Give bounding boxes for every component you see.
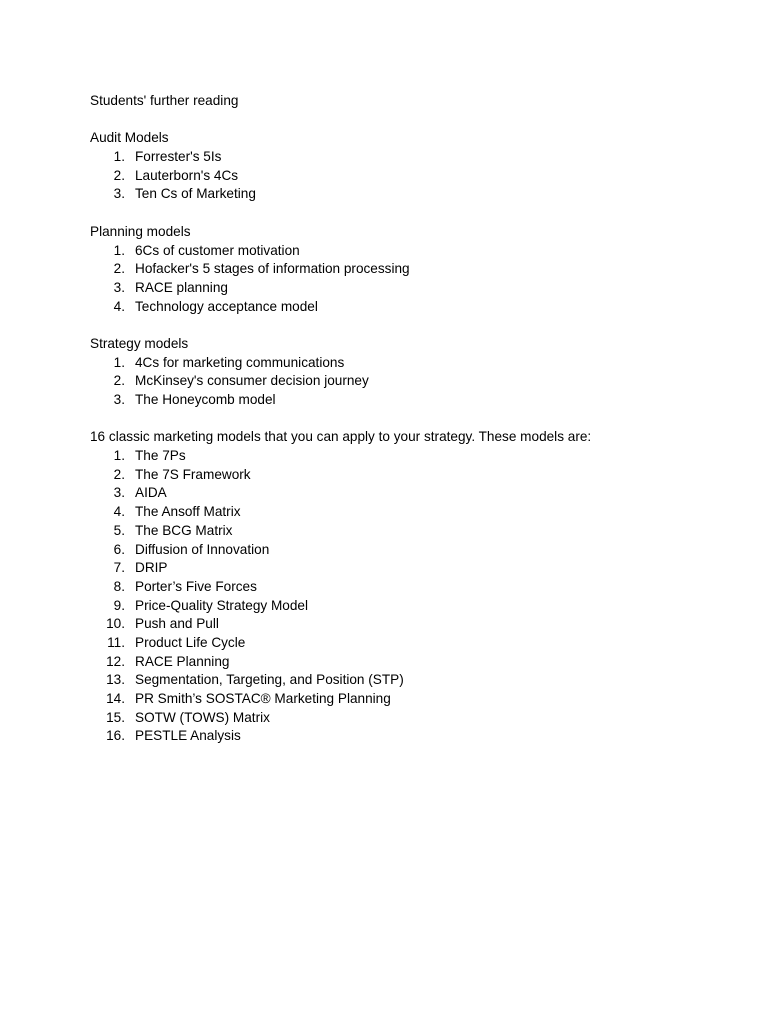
list-item bbox=[90, 260, 730, 279]
list-item bbox=[90, 167, 730, 186]
list-number: 11. bbox=[107, 634, 125, 650]
list-item bbox=[90, 653, 730, 672]
list-number: 1. bbox=[113, 448, 125, 464]
list-text: Lauterborn's 4Cs bbox=[135, 167, 239, 183]
section-heading: Strategy models bbox=[90, 335, 189, 351]
list-text: Ten Cs of Marketing bbox=[135, 186, 256, 202]
document-page bbox=[90, 92, 730, 746]
list-number: 3. bbox=[113, 279, 125, 295]
document-title: Students' further reading bbox=[90, 93, 239, 108]
list-text: The Honeycomb model bbox=[135, 392, 276, 407]
list-text: PESTLE Analysis bbox=[135, 728, 241, 744]
list-text: McKinsey's consumer decision journey bbox=[135, 373, 369, 389]
list-number: 2. bbox=[113, 466, 125, 482]
spacer bbox=[90, 410, 730, 429]
list-text: The 7S Framework bbox=[135, 466, 251, 482]
list-text: RACE Planning bbox=[135, 653, 230, 669]
list-text: Technology acceptance model bbox=[135, 298, 318, 314]
list-item bbox=[90, 597, 730, 616]
list-number: 4. bbox=[113, 504, 125, 520]
list-item bbox=[90, 522, 730, 541]
list-item bbox=[90, 484, 730, 503]
list-text: Forrester's 5Is bbox=[135, 149, 222, 165]
list-item bbox=[90, 727, 730, 746]
spacer bbox=[90, 316, 730, 335]
list-text: 6Cs of customer motivation bbox=[135, 242, 300, 258]
list-text: Diffusion of Innovation bbox=[135, 541, 270, 557]
list-item bbox=[90, 671, 730, 690]
list-item bbox=[90, 372, 730, 391]
section-planning-models bbox=[90, 223, 730, 316]
spacer bbox=[90, 204, 730, 223]
section-classic-models bbox=[90, 428, 730, 746]
list-number: 8. bbox=[113, 578, 125, 594]
list-number: 4. bbox=[113, 298, 125, 314]
list-text: AIDA bbox=[135, 485, 167, 501]
spacer bbox=[90, 111, 730, 130]
list-number: 2. bbox=[113, 373, 125, 389]
list-text: Price-Quality Strategy Model bbox=[135, 597, 309, 613]
list-item bbox=[90, 279, 730, 298]
list-item bbox=[90, 185, 730, 204]
list-number: 7. bbox=[113, 560, 125, 576]
list-number: 3. bbox=[113, 186, 125, 202]
list-number: 1. bbox=[113, 242, 125, 258]
list-item bbox=[90, 447, 730, 466]
list-item bbox=[90, 466, 730, 485]
list-text: Hofacker's 5 stages of information processing bbox=[135, 261, 410, 277]
list-text: Segmentation, Targeting, and Position (STP) bbox=[135, 672, 404, 688]
list-number: 9. bbox=[113, 597, 125, 613]
list-text: PR Smith’s SOSTAC® Marketing Planning bbox=[135, 691, 391, 706]
list-text: Product Life Cycle bbox=[135, 634, 246, 650]
list-item bbox=[90, 578, 730, 597]
list-item bbox=[90, 709, 730, 728]
list-text: The 7Ps bbox=[135, 448, 186, 464]
list-item bbox=[90, 354, 730, 373]
list-item bbox=[90, 242, 730, 261]
list-item bbox=[90, 541, 730, 560]
list-number: 3. bbox=[113, 392, 125, 407]
list-number: 1. bbox=[113, 354, 125, 370]
list-number: 13. bbox=[106, 672, 125, 688]
section-heading: Planning models bbox=[90, 223, 191, 239]
list-text: DRIP bbox=[135, 560, 168, 576]
list-item bbox=[90, 503, 730, 522]
list-number: 1. bbox=[113, 149, 125, 165]
list-number: 15. bbox=[106, 709, 125, 725]
section-audit-models bbox=[90, 129, 730, 204]
list-item bbox=[90, 634, 730, 653]
list-text: RACE planning bbox=[135, 279, 228, 295]
list-item bbox=[90, 391, 730, 410]
list-item bbox=[90, 615, 730, 634]
section-heading: 16 classic marketing models that you can apply to your strategy. These models are: bbox=[90, 429, 592, 445]
list-number: 16. bbox=[106, 728, 125, 744]
section-heading: Audit Models bbox=[90, 130, 169, 146]
list-text: The BCG Matrix bbox=[135, 522, 233, 538]
list-text: Porter’s Five Forces bbox=[135, 578, 257, 594]
list-item bbox=[90, 690, 730, 709]
list-text: 4Cs for marketing communications bbox=[135, 354, 345, 370]
list-text: SOTW (TOWS) Matrix bbox=[135, 709, 270, 725]
list-number: 2. bbox=[113, 261, 125, 277]
list-number: 3. bbox=[113, 485, 125, 501]
list-number: 14. bbox=[106, 691, 125, 706]
list-number: 12. bbox=[106, 653, 125, 669]
list-number: 5. bbox=[113, 522, 125, 538]
list-text: Push and Pull bbox=[135, 616, 219, 632]
list-number: 6. bbox=[113, 541, 125, 557]
list-item bbox=[90, 559, 730, 578]
list-item bbox=[90, 298, 730, 317]
list-number: 2. bbox=[113, 167, 125, 183]
list-text: The Ansoff Matrix bbox=[135, 504, 241, 520]
section-strategy-models bbox=[90, 335, 730, 410]
list-item bbox=[90, 148, 730, 167]
list-number: 10. bbox=[106, 616, 125, 632]
